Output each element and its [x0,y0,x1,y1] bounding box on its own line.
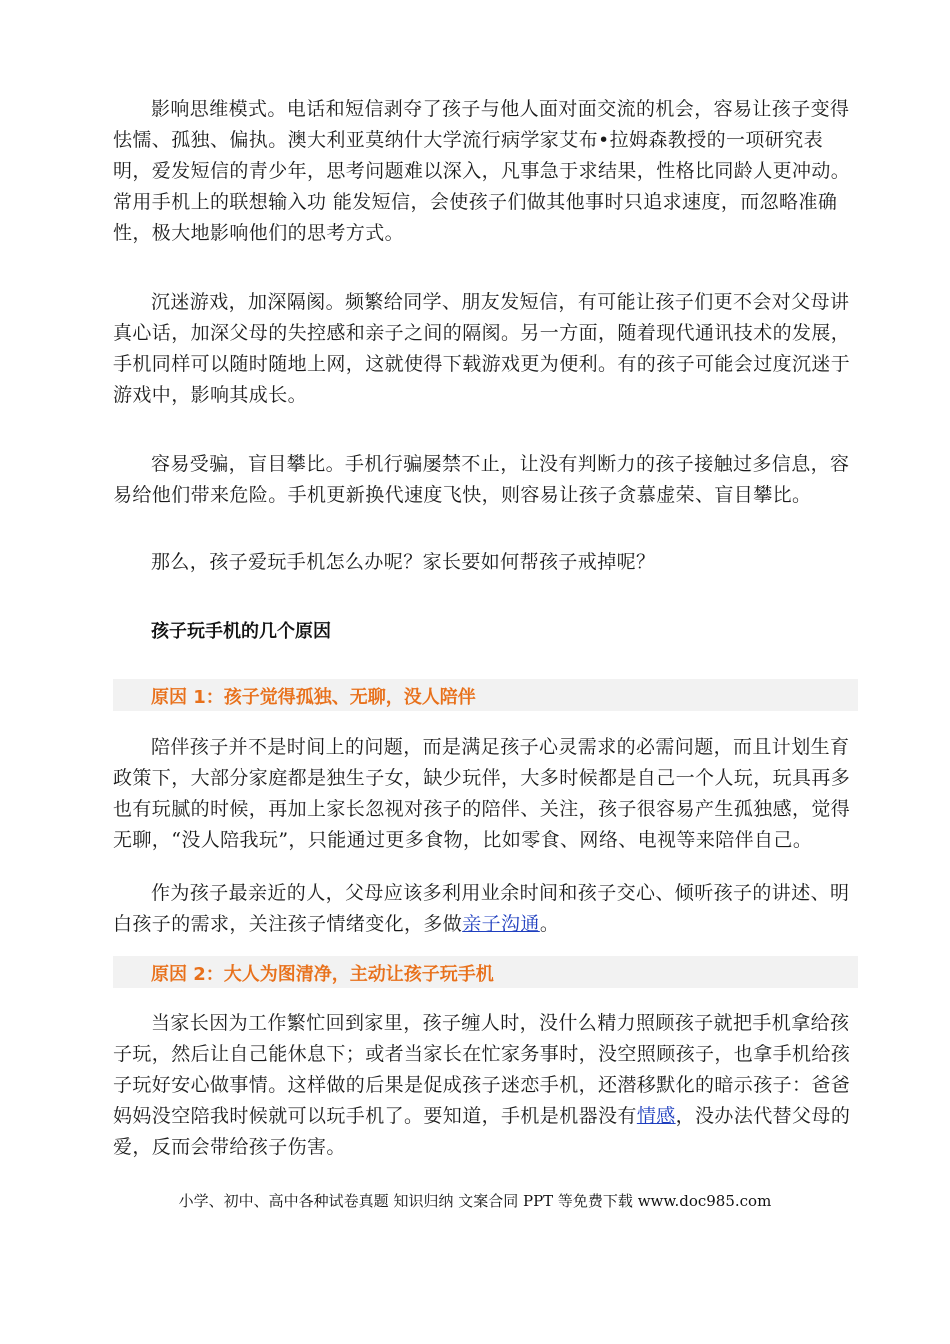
reason-1-heading: 原因 1：孩子觉得孤独、无聊，没人陪伴 [151,687,476,708]
paragraph-parents-busy-text: 当家长因为工作繁忙回到家里，孩子缠人时，没什么精力照顾孩子就把手机拿给孩子玩，然后让自己能休息下；或者当家长在忙家务事时，没空照顾孩子，也拿手机给孩子玩好安心做事情。这样做的后果是促成孩子迷恋手机，还潜移默化的暗示孩子：爸爸妈妈没空陪我时候就可以玩手机了。要知道，手机是机器没有 [113,1012,851,1127]
paragraph-parents-busy-end: ，没办法代替父母的爱，反而会带给孩子伤害。 [113,1105,851,1158]
paragraph-companionship: 陪伴孩子并不是时间上的问题，而是满足孩子心灵需求的必需问题，而且计划生育政策下，大部分家庭都是独生子女，缺少玩伴，大多时候都是自己一个人玩，玩具再多也有玩腻的时候，再加上家长忽视对孩子的陪伴、关注，孩子很容易产生孤独感，觉得无聊，“没人陪我玩”，只能通过更多食物，比如零食、网络、电视等来陪伴自己。 [113,736,851,851]
paragraph-parent-advice [113,878,853,940]
page-footer: 小学、初中、高中各种试卷真题 知识归纳 文案合同 PPT 等免费下载 www.doc985.com [178,1192,772,1210]
paragraph-parent-advice-end: 。 [539,913,560,935]
paragraph-game-addiction: 沉迷游戏，加深隔阂。频繁给同学、朋友发短信，有可能让孩子们更不会对父母讲真心话，加深父母的失控感和亲子之间的隔阂。另一方面，随着现代通讯技术的发展，手机同样可以随时随地上网，这就使得下载游戏更为便利。有的孩子可能会过度沉迷于游戏中，影响其成长。 [113,291,851,406]
paragraph-easily-deceived: 容易受骗，盲目攀比。手机行骗屡禁不止，让没有判断力的孩子接触过多信息，容易给他们带来危险。手机更新换代速度飞快，则容易让孩子贪慕虚荣、盲目攀比。 [113,453,850,506]
paragraph-question: 那么，孩子爱玩手机怎么办呢？家长要如何帮孩子戒掉呢？ [151,551,656,573]
reason-1-heading-band [113,679,858,711]
paragraph-parent-advice-text: 作为孩子最亲近的人，父母应该多利用业余时间和孩子交心、倾听孩子的讲述、明白孩子的需求，关注孩子情绪变化，多做 [113,882,850,935]
paragraph-parents-busy [113,1008,853,1163]
reason-2-heading-band [113,956,858,988]
paragraph-thinking-mode: 影响思维模式。电话和短信剥夺了孩子与他人面对面交流的机会，容易让孩子变得怯懦、孤独、偏执。澳大利亚莫纳什大学流行病学家艾布•拉姆森教授的一项研究表明，爱发短信的青少年，思考问题难以深入，凡事急于求结果，性格比同龄人更冲动。常用手机上的联想输入功 能发短信，会使孩子们做其他事时只追求速度，而忽略准确性，极大地影响他们的思考方式。 [113,98,851,244]
section-title: 孩子玩手机的几个原因 [151,621,331,642]
emotion-link[interactable]: 情感 [636,1105,676,1127]
reason-2-heading: 原因 2：大人为图清净，主动让孩子玩手机 [151,964,494,985]
parent-child-communication-link[interactable]: 亲子沟通 [462,913,540,935]
